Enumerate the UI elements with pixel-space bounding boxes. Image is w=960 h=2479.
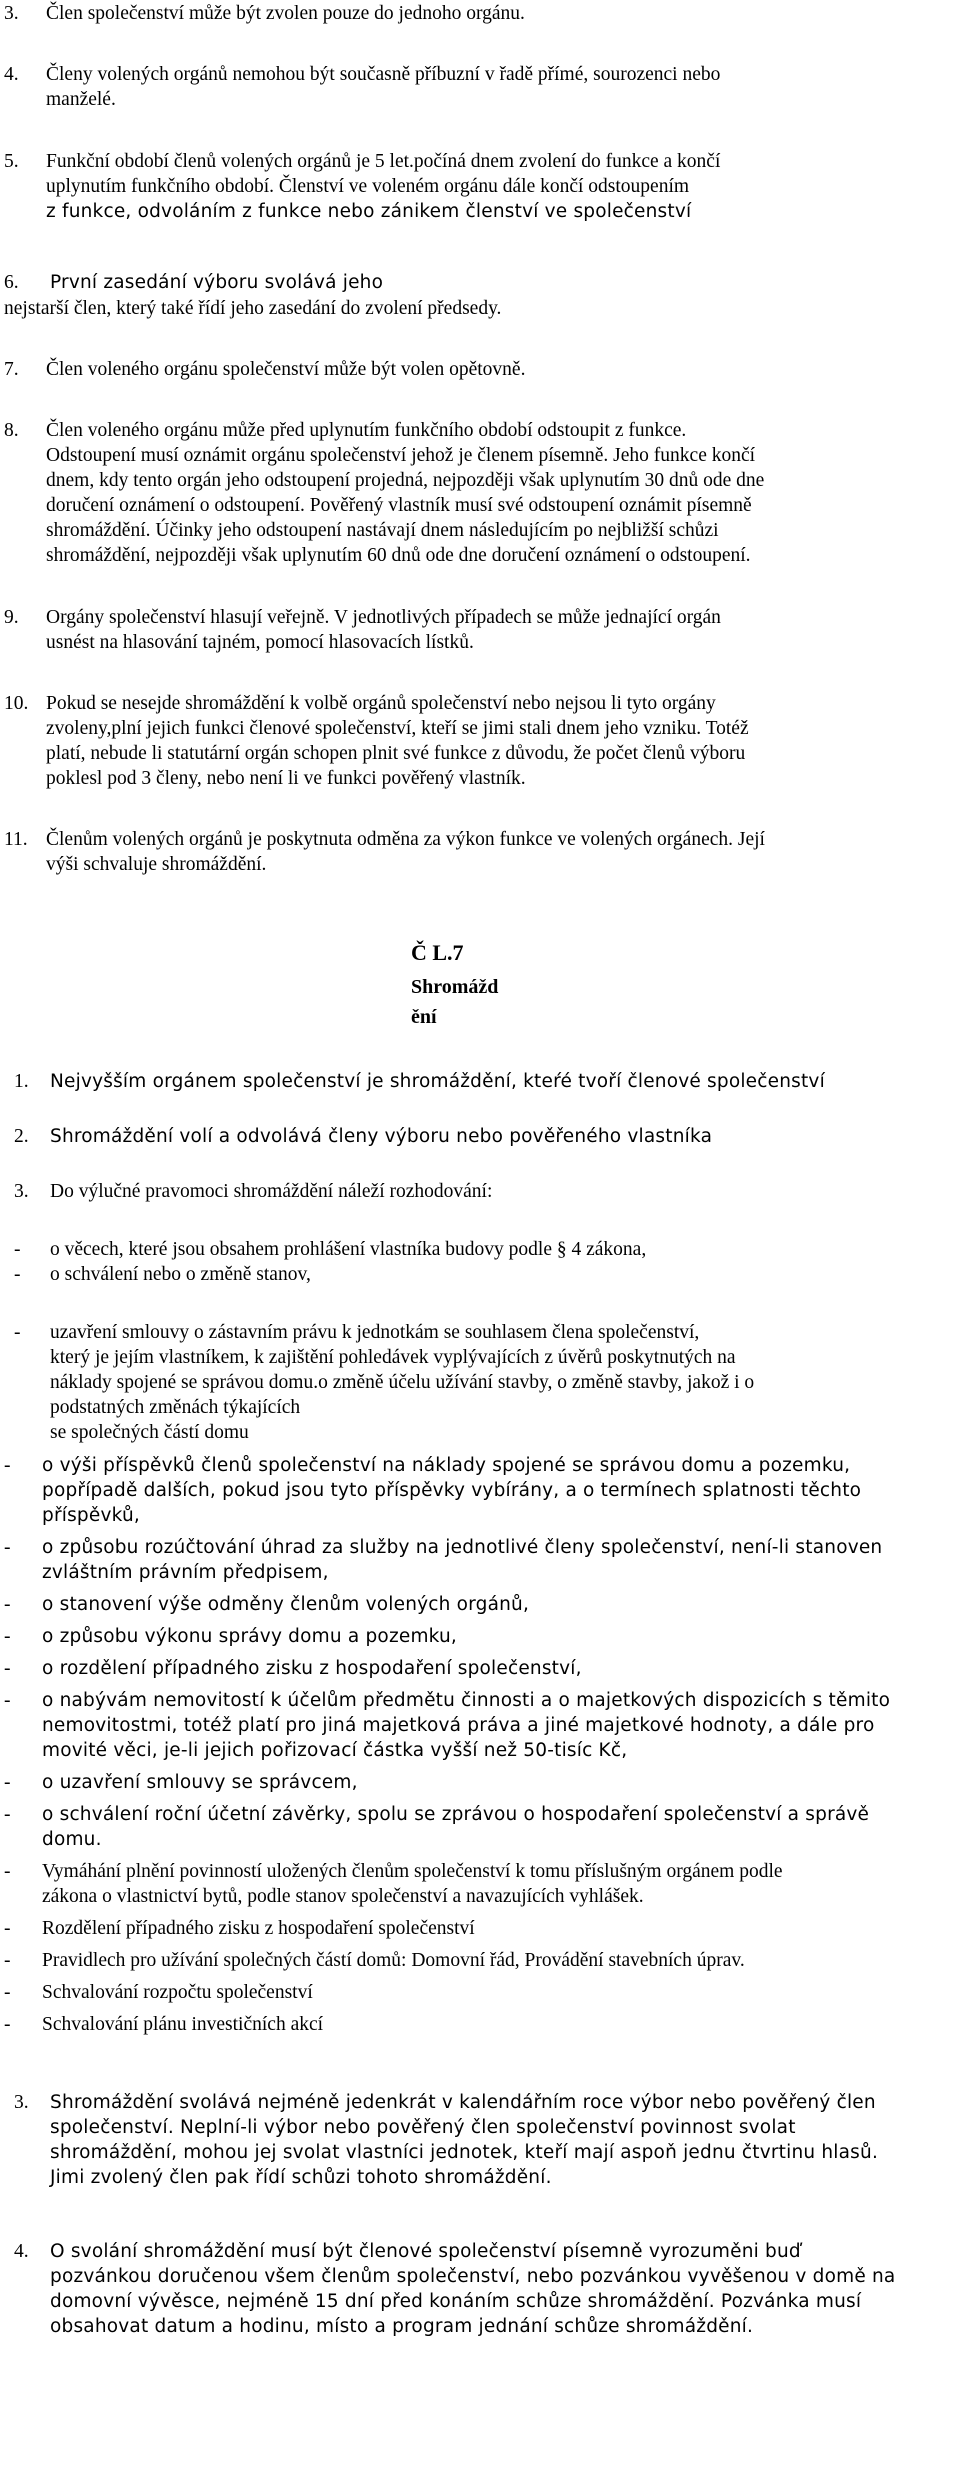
- art7-text: Nejvyšším orgánem společenství je shromáždění, kteŕé tvoří členové společenství: [50, 1071, 825, 1092]
- item-text-line: platí, nebude li statutární orgán schopen plnit své funkce z důvodu, že počet členů výboru: [46, 743, 746, 764]
- item-number: 7.: [4, 359, 19, 380]
- list-item: zákona o vlastnictví bytů, podle stanov společenství a navazujících vyhlášek.: [42, 1886, 644, 1907]
- item-text-line: doručení oznámení o odstoupení. Pověřený vlastník musí své odstoupení oznámit písemně: [46, 495, 752, 516]
- list-dash: -: [4, 1982, 11, 2003]
- item-number: 10.: [4, 693, 29, 714]
- list-item: který je jejím vlastníkem, k zajištění pohledávek vyplývajících z úvěrů poskytnutých na: [50, 1347, 736, 1368]
- closing-text-line: společenství. Neplní-li výbor nebo pověřený člen společenství povinnost svolat: [50, 2117, 796, 2138]
- art7-number: 3.: [14, 1181, 29, 1202]
- list-dash: -: [4, 1950, 11, 1971]
- item-text-line: zvoleny,plní jejich funkci členové společenství, kteří se jimi stali dnem jeho vzniku. Totéž: [46, 718, 749, 739]
- item-text-line: výši schvaluje shromáždění.: [46, 854, 267, 875]
- list-item: Pravidlech pro užívání společných částí domů: Domovní řád, Provádění stavebních úprav.: [42, 1950, 745, 1971]
- item-text-line: Pokud se nesejde shromáždění k volbě orgánů společenství nebo nejsou li tyto orgány: [46, 693, 716, 714]
- list-dash: -: [4, 1455, 11, 1476]
- item-text-line: dnem, kdy tento orgán jeho odstoupení projedná, nejpozději však uplynutím 30 dnů ode dne: [46, 470, 765, 491]
- item-text-line: Člen společenství může být zvolen pouze do jednoho orgánu.: [46, 3, 525, 24]
- item-text-line: Funkční období členů volených orgánů je 5 let.počíná dnem zvolení do funkce a končí: [46, 151, 721, 172]
- item-text-line: Členům volených orgánů je poskytnuta odměna za výkon funkce ve volených orgánech. Její: [46, 829, 765, 850]
- item-text-line: usnést na hlasování tajném, pomocí hlasovacích lístků.: [46, 632, 474, 653]
- list-item: movité věci, je-li jejich pořizovací částka vyšší než 50-tisíc Kč,: [42, 1740, 628, 1761]
- list-dash: -: [14, 1322, 21, 1343]
- item-text-line: První zasedání výboru svolává jeho: [50, 272, 384, 293]
- list-dash: -: [4, 1772, 11, 1793]
- list-item: o schválení roční účetní závěrky, spolu se zprávou o hospodaření společenství a správě: [42, 1804, 870, 1825]
- item-text-line: Člen voleného orgánu může před uplynutím funkčního období odstoupit z funkce.: [46, 420, 687, 441]
- list-dash: -: [4, 1918, 11, 1939]
- item-number: 3.: [4, 3, 19, 24]
- list-item: Schvalování plánu investičních akcí: [42, 2014, 324, 2035]
- item-text-line: uplynutím funkčního období. Členství ve voleném orgánu dále končí odstoupením: [46, 176, 690, 197]
- item-text-line: shromáždění, nejpozději však uplynutím 60 dnů ode dne doručení oznámení o odstoupení.: [46, 545, 751, 566]
- item-text-line: z funkce, odvoláním z funkce nebo zánikem členství ve společenství: [46, 201, 692, 222]
- list-dash: -: [4, 1861, 11, 1882]
- list-item: o uzavření smlouvy se správcem,: [42, 1772, 358, 1793]
- item-text-line: Odstoupení musí oznámit orgánu společenství jehož je členem písemně. Jeho funkce končí: [46, 445, 756, 466]
- art7-number: 2.: [14, 1126, 29, 1147]
- art7-number: 1.: [14, 1071, 29, 1092]
- item-number: 6.: [4, 272, 19, 293]
- list-item: Schvalování rozpočtu společenství: [42, 1982, 313, 2003]
- list-item: o stanovení výše odměny členům volených orgánů,: [42, 1594, 530, 1615]
- item-text-line: Členy volených orgánů nemohou být současně příbuzní v řadě přímé, sourozenci nebo: [46, 64, 721, 85]
- closing-text-line: pozvánkou doručenou všem členům společenství, nebo pozvánkou vyvěšenou v domě na: [50, 2266, 896, 2287]
- art7-text: Shromáždění volí a odvolává členy výboru nebo pověřeného vlastníka: [50, 1126, 713, 1147]
- list-item: Rozdělení případného zisku z hospodaření společenství: [42, 1918, 475, 1939]
- list-item: uzavření smlouvy o zástavním právu k jednotkám se souhlasem člena společenství,: [50, 1322, 700, 1343]
- closing-text-line: shromáždění, mohou jej svolat vlastníci jednotek, kteří mají aspoň jednu čtvrtinu hlasů.: [50, 2142, 879, 2163]
- list-item: náklady spojené se správou domu.o změně účelu užívání stavby, o změně stavby, jakož i o: [50, 1372, 755, 1393]
- item-number: 5.: [4, 151, 19, 172]
- closing-number: 3.: [14, 2092, 29, 2113]
- list-item: o výši příspěvků členů společenství na náklady spojené se správou domu a pozemku,: [42, 1455, 851, 1476]
- list-item: popřípadě dalších, pokud jsou tyto příspěvky vybírány, a o termínech splatnosti těchto: [42, 1480, 862, 1501]
- list-item: o nabývám nemovitostí k účelům předmětu činnosti a o majetkových dispozicích s těmito: [42, 1690, 891, 1711]
- item-text-line: Člen voleného orgánu společenství může být volen opětovně.: [46, 359, 526, 380]
- list-item: zvláštním právním předpisem,: [42, 1562, 329, 1583]
- list-item: nemovitostmi, totéž platí pro jiná majetková práva a jiné majetkové hodnoty, a dále pro: [42, 1715, 875, 1736]
- item-number: 9.: [4, 607, 19, 628]
- list-dash: -: [4, 1594, 11, 1615]
- closing-text-line: O svolání shromáždění musí být členové společenství písemně vyrozuměni buď: [50, 2241, 801, 2262]
- closing-text-line: Jimi zvolený člen pak řídí schůzi tohoto shromáždění.: [50, 2167, 552, 2188]
- list-item: o způsobu výkonu správy domu a pozemku,: [42, 1626, 458, 1647]
- item-number: 11.: [4, 829, 28, 850]
- item-text-line: nejstarší člen, který také řídí jeho zasedání do zvolení předsedy.: [4, 298, 502, 319]
- list-item: příspěvků,: [42, 1505, 140, 1526]
- closing-text-line: Shromáždění svolává nejméně jedenkrát v kalendářním roce výbor nebo pověřený člen: [50, 2092, 876, 2113]
- article-number: Č L.7: [411, 940, 464, 965]
- article-title: ění: [411, 1006, 437, 1028]
- list-dash: -: [4, 1537, 11, 1558]
- item-number: 4.: [4, 64, 19, 85]
- closing-text-line: domovní vývěsce, nejméně 15 dní před konáním schůze shromáždění. Pozvánka musí: [50, 2291, 862, 2312]
- article-title: Shromážd: [411, 976, 499, 998]
- list-dash: -: [14, 1239, 21, 1260]
- item-number: 8.: [4, 420, 19, 441]
- list-dash: -: [4, 1658, 11, 1679]
- list-item: o rozdělení případného zisku z hospodaření společenství,: [42, 1658, 582, 1679]
- list-item: Vymáhání plnění povinností uložených členům společenství k tomu příslušným orgánem podle: [42, 1861, 783, 1882]
- list-dash: -: [4, 1626, 11, 1647]
- list-dash: -: [4, 2014, 11, 2035]
- list-dash: -: [4, 1804, 11, 1825]
- list-dash: -: [14, 1264, 21, 1285]
- item-text-line: poklesl pod 3 členy, nebo není li ve funkci pověřený vlastník.: [46, 768, 526, 789]
- list-item: podstatných změnách týkajících: [50, 1397, 301, 1418]
- list-dash: -: [4, 1690, 11, 1711]
- art7-text: Do výlučné pravomoci shromáždění náleží rozhodování:: [50, 1181, 493, 1202]
- list-item: domu.: [42, 1829, 102, 1850]
- closing-text-line: obsahovat datum a hodinu, místo a program jednání schůze shromáždění.: [50, 2316, 754, 2337]
- list-item: o způsobu rozúčtování úhrad za služby na jednotlivé členy společenství, není-li stanoven: [42, 1537, 883, 1558]
- list-item: o schválení nebo o změně stanov,: [50, 1264, 311, 1285]
- list-item: se společných částí domu: [50, 1422, 249, 1443]
- item-text-line: shromáždění. Účinky jeho odstoupení nastávají dnem následujícím po nejbližší schůzi: [46, 520, 719, 541]
- item-text-line: manželé.: [46, 89, 116, 110]
- item-text-line: Orgány společenství hlasují veřejně. V jednotlivých případech se může jednající orgán: [46, 607, 721, 628]
- closing-number: 4.: [14, 2241, 29, 2262]
- list-item: o věcech, které jsou obsahem prohlášení vlastníka budovy podle § 4 zákona,: [50, 1239, 647, 1260]
